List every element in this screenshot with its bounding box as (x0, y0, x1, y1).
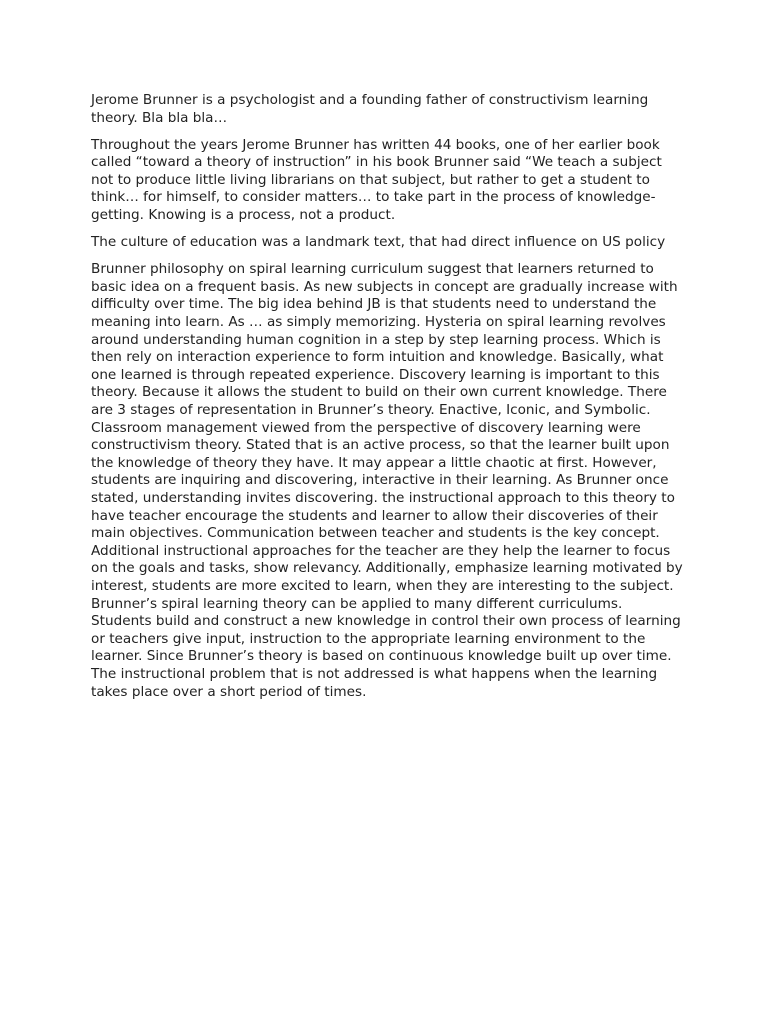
paragraph-spiral-learning: Brunner philosophy on spiral learning curriculum suggest that learners returned to basic idea on a frequent basis. As new subjects in concept are gradually increase with difficulty over time. The big idea behind JB is that students need to understand the meaning into learn. As … as simply memorizing. Hysteria on spiral learning revolves around understanding human cognition in a step by step learning process. Which is then rely on interaction experience to form intuition and knowledge. Basically, what one learned is through repeated experience. Discovery learning is important to this theory. Because it allows the student to build on their own current knowledge. There are 3 stages of representation in Brunner’s theory. Enactive, Iconic, and Symbolic. Classroom management viewed from the perspective of discovery learning were constructivism theory. Stated that is an active process, so that the learner built upon the knowledge of theory they have. It may appear a little chaotic at first. However, students are inquiring and discovering, interactive in their learning. As Brunner once stated, understanding invites discovering. the instructional approach to this theory to have teacher encourage the students and learner to allow their discoveries of their main objectives. Communication between teacher and students is the key concept. Additional instructional approaches for the teacher are they help the learner to focus on the goals and tasks, show relevancy. Additionally, emphasize learning motivated by interest, students are more excited to learn, when they are interesting to the subject. Brunner’s spiral learning theory can be applied to many different curriculums. Students build and construct a new knowledge in control their own process of learning or teachers give input, instruction to the appropriate learning environment to the learner. Since Brunner’s theory is based on continuous knowledge built up over time. The instructional problem that is not addressed is what happens when the learning takes place over a short period of times. (91, 261, 683, 700)
paragraph-books: Throughout the years Jerome Brunner has written 44 books, one of her earlier book called “toward a theory of instruction” in his book Brunner said “We teach a subject not to produce little living librarians on that subject, but rather to get a student to think… for himself, to consider matters… to take part in the process of knowledge-getting. Knowing is a process, not a product. (91, 136, 662, 224)
document-body (91, 92, 683, 711)
paragraph-culture-of-education: The culture of education was a landmark text, that had direct influence on US policy (91, 234, 666, 251)
paragraph-intro: Jerome Brunner is a psychologist and a founding father of constructivism learning theory. Bla bla bla… (91, 92, 649, 126)
